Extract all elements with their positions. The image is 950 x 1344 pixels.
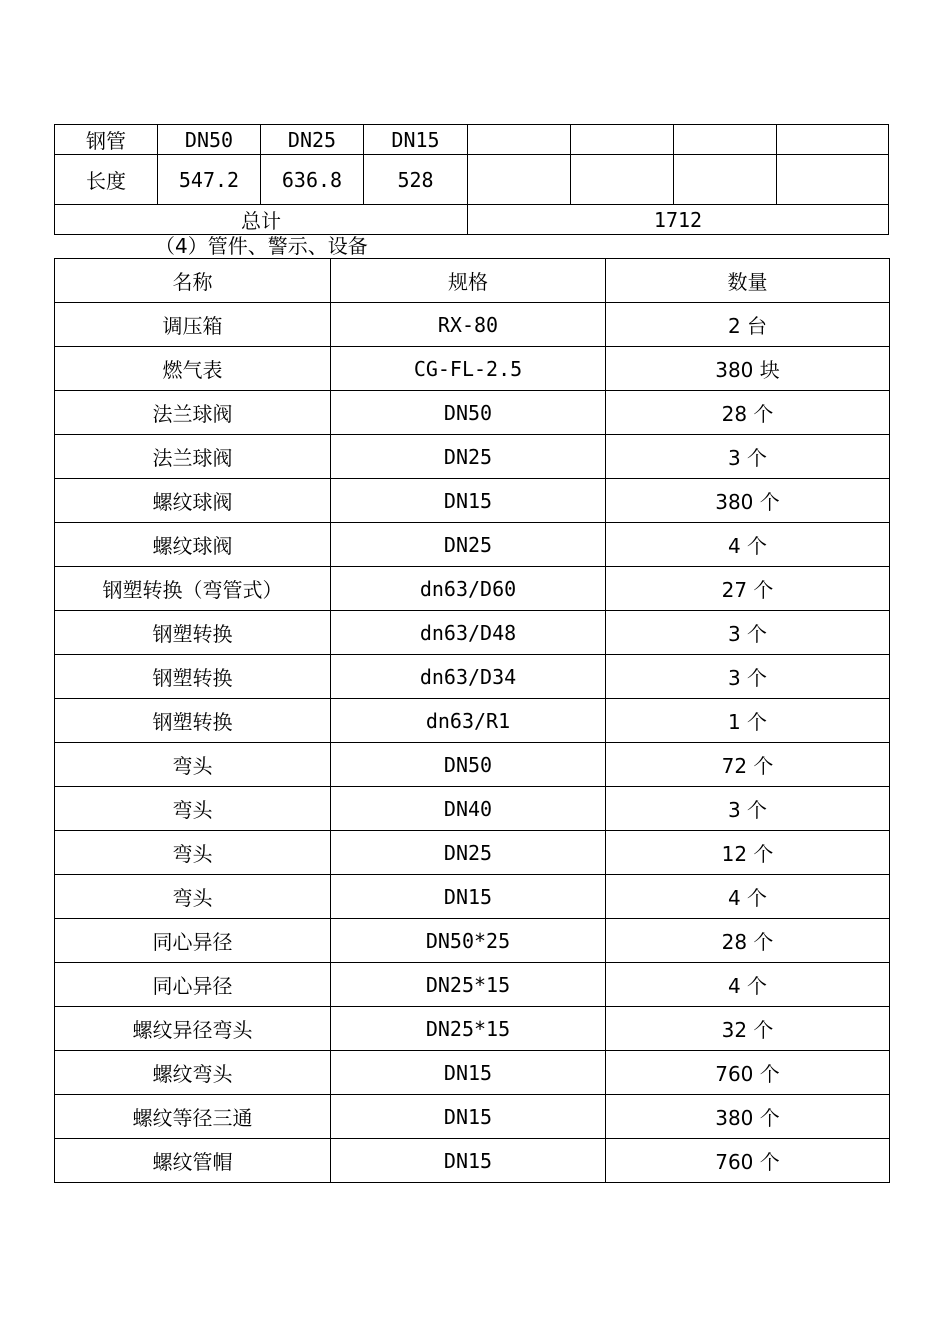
table-header-row [55, 259, 890, 303]
item-name-cell: 同心异径 [55, 963, 331, 1007]
item-spec-cell: DN15 [331, 479, 606, 523]
item-spec-cell: DN50*25 [331, 919, 606, 963]
item-name-cell: 螺纹异径弯头 [55, 1007, 331, 1051]
item-spec-cell: DN25*15 [331, 1007, 606, 1051]
row-label-length: 长度 [55, 155, 158, 205]
item-spec-cell: dn63/D48 [331, 611, 606, 655]
item-name-cell: 弯头 [55, 875, 331, 919]
fittings-table-body [55, 303, 890, 1183]
item-spec-cell: DN15 [331, 1139, 606, 1183]
table-cell: 528 [364, 155, 468, 205]
item-spec-cell: DN15 [331, 875, 606, 919]
item-quantity-cell: 3 个 [606, 611, 890, 655]
table-row [55, 831, 890, 875]
item-name-cell: 弯头 [55, 831, 331, 875]
item-quantity-cell: 72 个 [606, 743, 890, 787]
table-cell-empty [674, 125, 777, 155]
table-cell-empty [468, 155, 571, 205]
item-name-cell: 法兰球阀 [55, 435, 331, 479]
item-name-cell: 钢塑转换（弯管式） [55, 567, 331, 611]
table-row [55, 1051, 890, 1095]
table-row [55, 1095, 890, 1139]
item-quantity-cell: 2 台 [606, 303, 890, 347]
item-name-cell: 螺纹管帽 [55, 1139, 331, 1183]
table-row [55, 347, 890, 391]
table-row [55, 1007, 890, 1051]
item-name-cell: 螺纹等径三通 [55, 1095, 331, 1139]
item-name-cell: 钢塑转换 [55, 611, 331, 655]
item-spec-cell: DN50 [331, 743, 606, 787]
table-row [55, 523, 890, 567]
table-cell-empty [571, 125, 674, 155]
item-spec-cell: DN25*15 [331, 963, 606, 1007]
item-quantity-cell: 3 个 [606, 435, 890, 479]
table-row [55, 699, 890, 743]
item-name-cell: 螺纹球阀 [55, 523, 331, 567]
item-quantity-cell: 380 个 [606, 1095, 890, 1139]
row-label-steel-pipe: 钢管 [55, 125, 158, 155]
item-name-cell: 同心异径 [55, 919, 331, 963]
item-quantity-cell: 4 个 [606, 963, 890, 1007]
item-quantity-cell: 3 个 [606, 655, 890, 699]
item-quantity-cell: 760 个 [606, 1051, 890, 1095]
item-spec-cell: DN50 [331, 391, 606, 435]
table-row [55, 435, 890, 479]
total-value: 1712 [468, 205, 889, 235]
table-row [55, 787, 890, 831]
item-spec-cell: DN25 [331, 435, 606, 479]
column-header-quantity: 数量 [606, 259, 890, 303]
table-row [55, 1139, 890, 1183]
item-spec-cell: DN15 [331, 1095, 606, 1139]
item-name-cell: 弯头 [55, 787, 331, 831]
table-row [55, 567, 890, 611]
total-label: 总计 [55, 205, 468, 235]
item-spec-cell: dn63/D34 [331, 655, 606, 699]
steel-pipe-length-table [54, 124, 889, 235]
table-row [55, 655, 890, 699]
item-spec-cell: DN25 [331, 523, 606, 567]
item-name-cell: 钢塑转换 [55, 655, 331, 699]
item-name-cell: 调压箱 [55, 303, 331, 347]
table-cell: 636.8 [261, 155, 364, 205]
table-cell-empty [571, 155, 674, 205]
table-row-pipe-sizes [55, 125, 889, 155]
item-quantity-cell: 380 块 [606, 347, 890, 391]
item-name-cell: 螺纹球阀 [55, 479, 331, 523]
item-spec-cell: dn63/D60 [331, 567, 606, 611]
table-cell-empty [777, 155, 889, 205]
item-quantity-cell: 1 个 [606, 699, 890, 743]
item-name-cell: 螺纹弯头 [55, 1051, 331, 1095]
item-quantity-cell: 12 个 [606, 831, 890, 875]
fittings-equipment-table [54, 258, 890, 1183]
column-header-name: 名称 [55, 259, 331, 303]
item-quantity-cell: 4 个 [606, 875, 890, 919]
item-spec-cell: dn63/R1 [331, 699, 606, 743]
table-row [55, 391, 890, 435]
item-spec-cell: DN25 [331, 831, 606, 875]
table-row [55, 479, 890, 523]
table-cell-empty [674, 155, 777, 205]
table-row [55, 303, 890, 347]
table-cell: 547.2 [158, 155, 261, 205]
table-row [55, 963, 890, 1007]
table-cell: DN15 [364, 125, 468, 155]
item-name-cell: 钢塑转换 [55, 699, 331, 743]
item-name-cell: 法兰球阀 [55, 391, 331, 435]
item-quantity-cell: 760 个 [606, 1139, 890, 1183]
table-cell-empty [777, 125, 889, 155]
item-spec-cell: DN15 [331, 1051, 606, 1095]
table-row [55, 611, 890, 655]
item-quantity-cell: 3 个 [606, 787, 890, 831]
item-name-cell: 燃气表 [55, 347, 331, 391]
table-row [55, 919, 890, 963]
item-quantity-cell: 380 个 [606, 479, 890, 523]
item-quantity-cell: 28 个 [606, 391, 890, 435]
item-quantity-cell: 28 个 [606, 919, 890, 963]
item-quantity-cell: 32 个 [606, 1007, 890, 1051]
item-name-cell: 弯头 [55, 743, 331, 787]
table-row-pipe-lengths [55, 155, 889, 205]
table-cell-empty [468, 125, 571, 155]
table-row [55, 743, 890, 787]
table-cell: DN25 [261, 125, 364, 155]
item-quantity-cell: 4 个 [606, 523, 890, 567]
table-cell: DN50 [158, 125, 261, 155]
item-spec-cell: CG-FL-2.5 [331, 347, 606, 391]
section-heading: （4）管件、警示、设备 [155, 234, 368, 258]
table-row [55, 875, 890, 919]
item-quantity-cell: 27 个 [606, 567, 890, 611]
item-spec-cell: RX-80 [331, 303, 606, 347]
table-row-total [55, 205, 889, 235]
item-spec-cell: DN40 [331, 787, 606, 831]
column-header-spec: 规格 [331, 259, 606, 303]
